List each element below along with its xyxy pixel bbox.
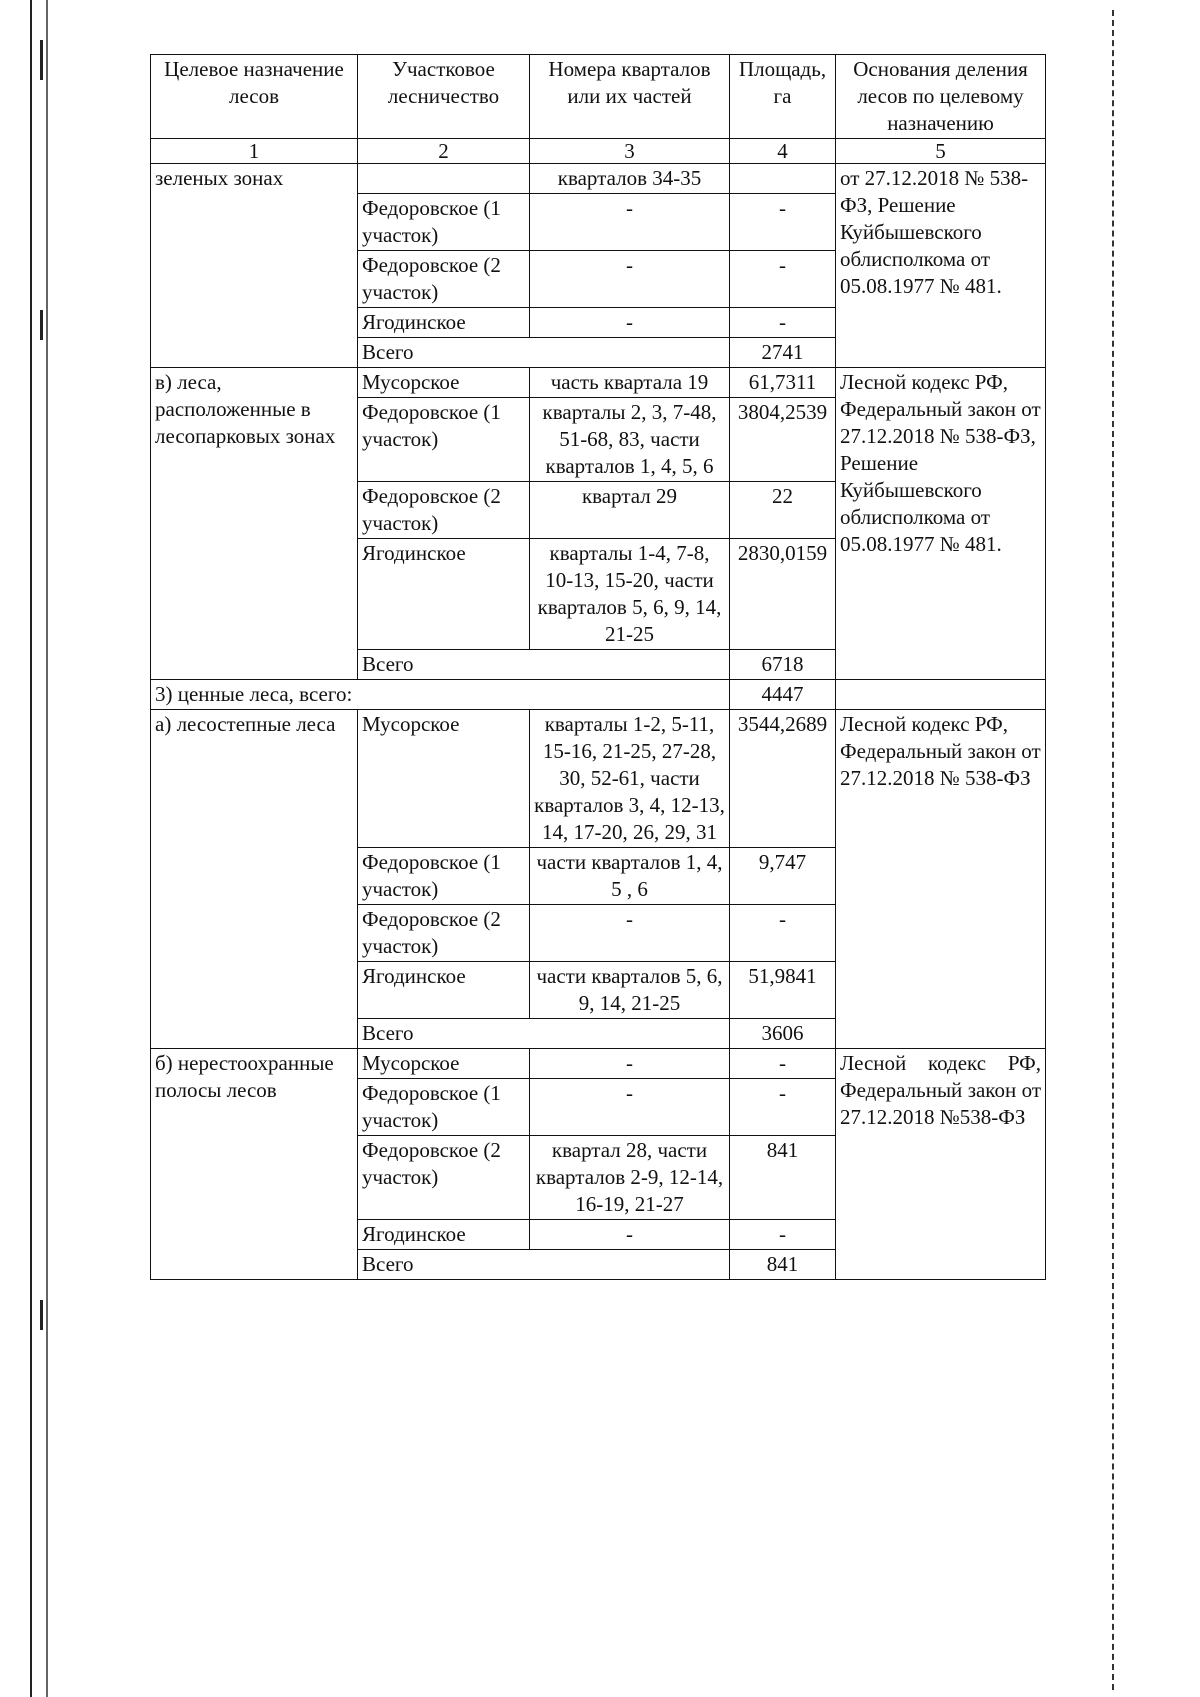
table-row	[151, 368, 1046, 398]
district-cell: Федоровское (2 участок)	[358, 905, 530, 962]
forest-purpose-table	[150, 54, 1046, 1280]
basis-cell: Лесной кодекс РФ, Федеральный закон от 27.12.2018 № 538-ФЗ, Решение Куйбышевского облисполкома от 05.08.1977 № 481.	[836, 368, 1046, 680]
basis-cell: Лесной кодекс РФ, Федеральный закон от 27.12.2018 № 538-ФЗ	[836, 710, 1046, 1049]
total-label: Всего	[358, 650, 730, 680]
district-cell: Мусорское	[358, 1049, 530, 1079]
binding-edge-line	[30, 0, 32, 1697]
category-cell: б) нерестоохранные полосы лесов	[151, 1049, 358, 1280]
area-cell: 51,9841	[730, 962, 836, 1019]
quarters-cell: -	[530, 1049, 730, 1079]
area-cell: 2830,0159	[730, 539, 836, 650]
quarters-cell: кварталов 34-35	[530, 164, 730, 194]
category-cell: зеленых зонах	[151, 164, 358, 368]
binding-edge-mark	[40, 310, 43, 340]
area-cell	[730, 164, 836, 194]
area-cell: -	[730, 905, 836, 962]
total-label: Всего	[358, 338, 730, 368]
total-area: 3606	[730, 1019, 836, 1049]
area-cell: 3804,2539	[730, 398, 836, 482]
total-label: Всего	[358, 1019, 730, 1049]
district-cell: Мусорское	[358, 710, 530, 848]
district-cell: Федоровское (2 участок)	[358, 482, 530, 539]
quarters-cell: кварталы 1-2, 5-11, 15-16, 21-25, 27-28, 30, 52-61, части кварталов 3, 4, 12-13, 14, 17-20, 26, 29, 31	[530, 710, 730, 848]
area-cell: 841	[730, 1136, 836, 1220]
basis-cell: Лесной кодекс РФ, Федеральный закон от 27.12.2018 №538-ФЗ	[836, 1049, 1046, 1280]
binding-edge-mark	[40, 1300, 43, 1330]
quarters-cell: часть квартала 19	[530, 368, 730, 398]
header-purpose: Целевое назначение лесов	[151, 55, 358, 139]
binding-edge-mark	[40, 40, 43, 80]
empty-cell	[836, 680, 1046, 710]
district-cell	[358, 164, 530, 194]
column-number: 2	[358, 139, 530, 164]
valuable-forests-total: 4447	[730, 680, 836, 710]
quarters-cell: квартал 29	[530, 482, 730, 539]
area-cell: -	[730, 1049, 836, 1079]
area-cell: 9,747	[730, 848, 836, 905]
table-row	[151, 164, 1046, 194]
quarters-cell: кварталы 2, 3, 7-48, 51-68, 83, части кварталов 1, 4, 5, 6	[530, 398, 730, 482]
district-cell: Федоровское (1 участок)	[358, 848, 530, 905]
column-number: 4	[730, 139, 836, 164]
district-cell: Федоровское (2 участок)	[358, 1136, 530, 1220]
basis-cell: от 27.12.2018 № 538-ФЗ, Решение Куйбышевского облисполкома от 05.08.1977 № 481.	[836, 164, 1046, 368]
total-area: 6718	[730, 650, 836, 680]
column-number-row	[151, 139, 1046, 164]
table-header-row	[151, 55, 1046, 139]
district-cell: Федоровское (1 участок)	[358, 1079, 530, 1136]
area-cell: -	[730, 1220, 836, 1250]
quarters-cell: -	[530, 308, 730, 338]
quarters-cell: части кварталов 1, 4, 5 , 6	[530, 848, 730, 905]
quarters-cell: квартал 28, части кварталов 2-9, 12-14, 16-19, 21-27	[530, 1136, 730, 1220]
area-cell: -	[730, 308, 836, 338]
column-number: 3	[530, 139, 730, 164]
column-number: 1	[151, 139, 358, 164]
quarters-cell: -	[530, 1079, 730, 1136]
district-cell: Федоровское (2 участок)	[358, 251, 530, 308]
header-basis: Основания деления лесов по целевому назначению	[836, 55, 1046, 139]
area-cell: 22	[730, 482, 836, 539]
district-cell: Ягодинское	[358, 308, 530, 338]
district-cell: Федоровское (1 участок)	[358, 194, 530, 251]
category-cell: а) лесостепные леса	[151, 710, 358, 1049]
valuable-forests-label: 3) ценные леса, всего:	[151, 680, 730, 710]
area-cell: 3544,2689	[730, 710, 836, 848]
area-cell: -	[730, 194, 836, 251]
total-label: Всего	[358, 1250, 730, 1280]
valuable-forests-row	[151, 680, 1046, 710]
column-number: 5	[836, 139, 1046, 164]
quarters-cell: -	[530, 905, 730, 962]
perforation-dots	[1112, 10, 1114, 1690]
category-cell: в) леса, расположенные в лесопарковых зонах	[151, 368, 358, 680]
quarters-cell: -	[530, 1220, 730, 1250]
area-cell: -	[730, 1079, 836, 1136]
district-cell: Ягодинское	[358, 539, 530, 650]
total-area: 2741	[730, 338, 836, 368]
table-row	[151, 1049, 1046, 1079]
quarters-cell: -	[530, 194, 730, 251]
header-district: Участковое лесничество	[358, 55, 530, 139]
total-area: 841	[730, 1250, 836, 1280]
table-row	[151, 710, 1046, 848]
quarters-cell: кварталы 1-4, 7-8, 10-13, 15-20, части кварталов 5, 6, 9, 14, 21-25	[530, 539, 730, 650]
quarters-cell: -	[530, 251, 730, 308]
area-cell: -	[730, 251, 836, 308]
district-cell: Федоровское (1 участок)	[358, 398, 530, 482]
header-quarters: Номера кварталов или их частей	[530, 55, 730, 139]
area-cell: 61,7311	[730, 368, 836, 398]
district-cell: Ягодинское	[358, 962, 530, 1019]
header-area: Площадь, га	[730, 55, 836, 139]
quarters-cell: части кварталов 5, 6, 9, 14, 21-25	[530, 962, 730, 1019]
binding-edge-line	[46, 0, 48, 1697]
district-cell: Ягодинское	[358, 1220, 530, 1250]
district-cell: Мусорское	[358, 368, 530, 398]
